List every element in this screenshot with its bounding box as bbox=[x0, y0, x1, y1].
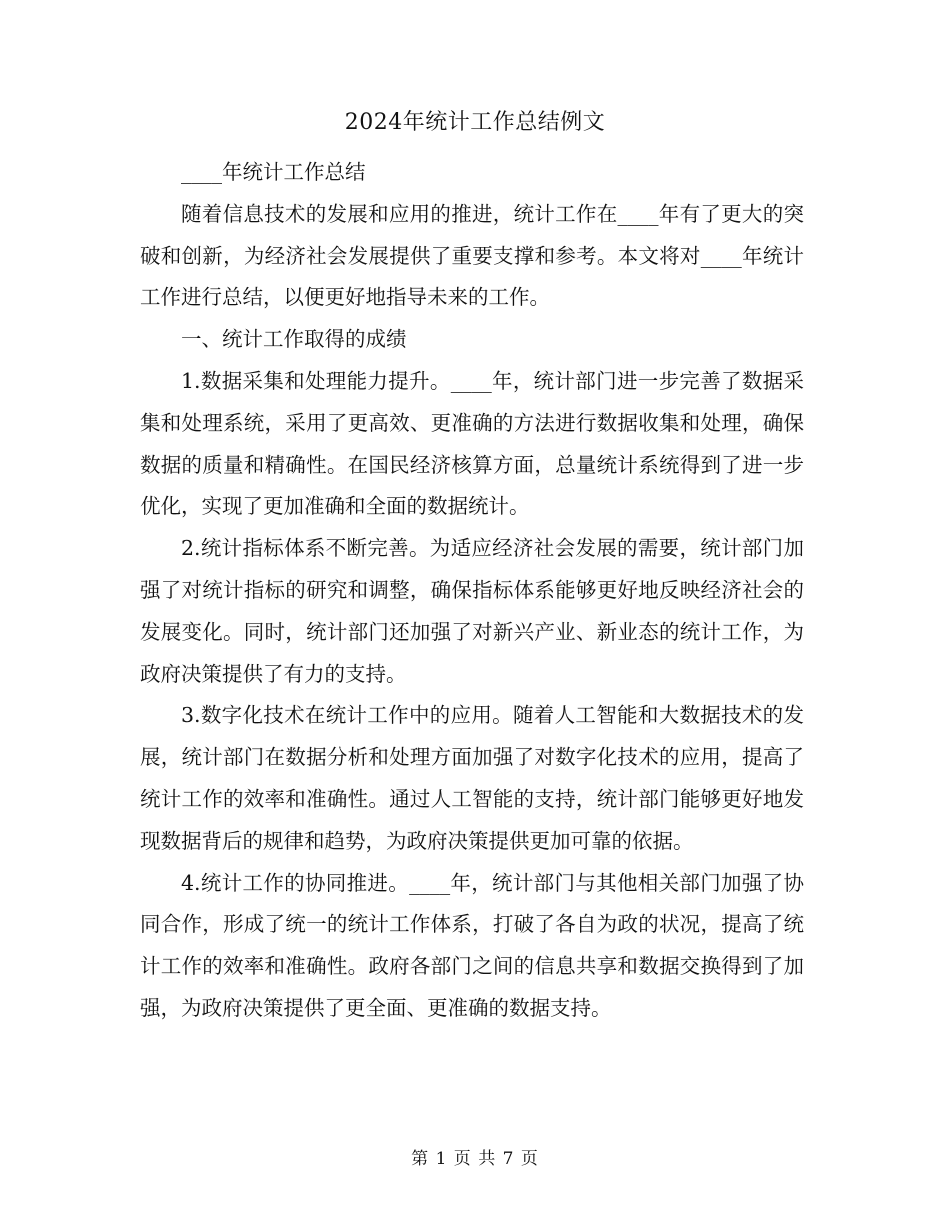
document-title: 2024年统计工作总结例文 bbox=[344, 110, 606, 135]
document-body bbox=[140, 152, 804, 1030]
achievement-paragraph-4: 4.统计工作的协同推进。____年，统计部门与其他相关部门加强了协同合作，形成了统一的统计工作体系，打破了各自为政的状况，提高了统计工作的效率和准确性。政府各部门之间的信息共享和数据交换得到了加强，为政府决策提供了更全面、更准确的数据支持。 bbox=[140, 870, 804, 1020]
achievement-paragraph-1: 1.数据采集和处理能力提升。____年，统计部门进一步完善了数据采集和处理系统，采用了更高效、更准确的方法进行数据收集和处理，确保数据的质量和精确性。在国民经济核算方面，总量统计系统得到了进一步优化，实现了更加准确和全面的数据统计。 bbox=[140, 368, 804, 519]
intro-paragraph: 随着信息技术的发展和应用的推进，统计工作在____年有了更大的突破和创新，为经济社会发展提供了重要支撑和参考。本文将对____年统计工作进行总结，以便更好地指导未来的工作。 bbox=[140, 201, 804, 310]
page-number-footer: 第 1 页 共 7 页 bbox=[411, 1149, 539, 1169]
section-heading: 一、统计工作取得的成绩 bbox=[181, 327, 407, 352]
achievement-paragraph-2: 2.统计指标体系不断完善。为适应经济社会发展的需要，统计部门加强了对统计指标的研究和调整，确保指标体系能够更好地反映经济社会的发展变化。同时，统计部门还加强了对新兴产业、新业态的统计工作，为政府决策提供了有力的支持。 bbox=[140, 536, 804, 686]
subtitle-paragraph: ____年统计工作总结 bbox=[181, 160, 366, 184]
achievement-paragraph-3: 3.数字化技术在统计工作中的应用。随着人工智能和大数据技术的发展，统计部门在数据分析和处理方面加强了对数字化技术的应用，提高了统计工作的效率和准确性。通过人工智能的支持，统计部门能够更好地发现数据背后的规律和趋势，为政府决策提供更加可靠的依据。 bbox=[140, 703, 804, 853]
